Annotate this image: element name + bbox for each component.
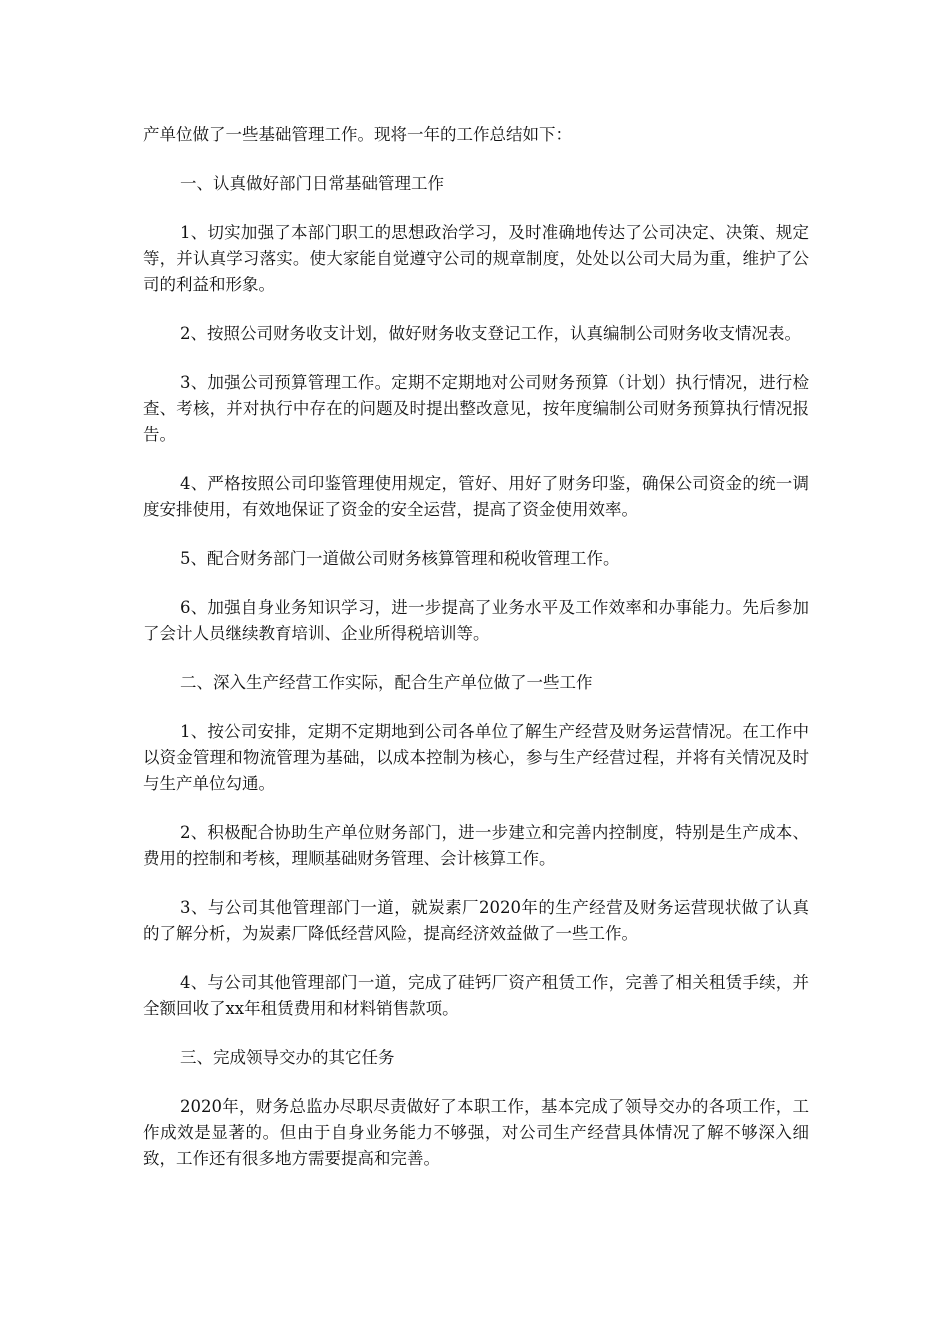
section-1-item-2: 2、按照公司财务收支计划，做好财务收支登记工作，认真编制公司财务收支情况表。 xyxy=(180,324,801,343)
section-1-item-5: 5、配合财务部门一道做公司财务核算管理和税收管理工作。 xyxy=(180,549,620,568)
section-3-paragraph: 2020年，财务总监办尽职尽责做好了本职工作，基本完成了领导交办的各项工作，工作成效是显著的。但由于自身业务能力不够强，对公司生产经营具体情况了解不够深入细致，工作还有很多地方需要提高和完善。 xyxy=(143,1097,809,1168)
section-heading-3: 三、完成领导交办的其它任务 xyxy=(180,1048,395,1067)
section-2-item-3: 3、与公司其他管理部门一道，就炭素厂2020年的生产经营及财务运营现状做了认真的了解分析，为炭素厂降低经营风险，提高经济效益做了一些工作。 xyxy=(143,898,809,943)
document-body xyxy=(143,122,809,1195)
section-1-item-6: 6、加强自身业务知识学习，进一步提高了业务水平及工作效率和办事能力。先后参加了会计人员继续教育培训、企业所得税培训等。 xyxy=(143,598,809,643)
section-2-item-2: 2、积极配合协助生产单位财务部门，进一步建立和完善内控制度，特别是生产成本、费用的控制和考核，理顺基础财务管理、会计核算工作。 xyxy=(143,823,809,868)
section-1-item-4: 4、严格按照公司印鉴管理使用规定，管好、用好了财务印鉴，确保公司资金的统一调度安排使用，有效地保证了资金的安全运营，提高了资金使用效率。 xyxy=(143,474,809,519)
section-2-item-1: 1、按公司安排，定期不定期地到公司各单位了解生产经营及财务运营情况。在工作中以资金管理和物流管理为基础，以成本控制为核心，参与生产经营过程，并将有关情况及时与生产单位勾通。 xyxy=(143,722,809,793)
section-heading-2: 二、深入生产经营工作实际，配合生产单位做了一些工作 xyxy=(180,673,593,692)
intro-paragraph: 产单位做了一些基础管理工作。现将一年的工作总结如下： xyxy=(143,125,572,144)
section-1-item-1: 1、切实加强了本部门职工的思想政治学习，及时准确地传达了公司决定、决策、规定等，并认真学习落实。使大家能自觉遵守公司的规章制度，处处以公司大局为重，维护了公司的利益和形象。 xyxy=(143,223,809,294)
section-1-item-3: 3、加强公司预算管理工作。定期不定期地对公司财务预算（计划）执行情况，进行检查、考核，并对执行中存在的问题及时提出整改意见，按年度编制公司财务预算执行情况报告。 xyxy=(143,373,809,444)
section-2-item-4: 4、与公司其他管理部门一道，完成了硅钙厂资产租赁工作，完善了相关租赁手续，并全额回收了xx年租赁费用和材料销售款项。 xyxy=(143,973,809,1018)
section-heading-1: 一、认真做好部门日常基础管理工作 xyxy=(180,174,444,193)
